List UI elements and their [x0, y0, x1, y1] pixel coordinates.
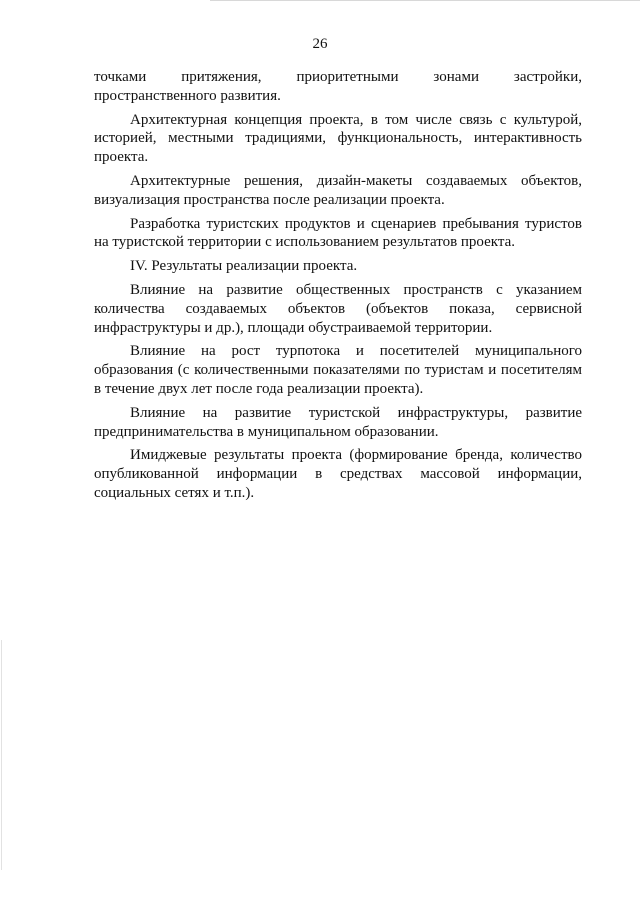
paragraph-infrastructure-impact: Влияние на развитие туристской инфраструктуры, развитие предпринимательства в муниципальном образовании.	[94, 404, 582, 440]
document-body	[94, 68, 582, 503]
paragraph-continuation: точками притяжения, приоритетными зонами застройки, пространственного развития.	[94, 69, 582, 104]
paragraph-tourist-products: Разработка туристских продуктов и сценариев пребывания туристов на туристской территории с использованием результатов проекта.	[94, 215, 582, 251]
section-heading-results: IV. Результаты реализации проекта.	[130, 258, 358, 275]
paragraph-architectural-solutions: Архитектурные решения, дизайн-макеты создаваемых объектов, визуализация пространства после реализации проекта.	[94, 172, 582, 208]
page-number: 26	[312, 36, 328, 52]
paragraph-public-spaces-impact: Влияние на развитие общественных пространств с указанием количества создаваемых объектов (объектов показа, сервисной инфраструктуры и др.), площади обустраиваемой территории.	[94, 281, 582, 336]
scan-edge-line-left	[1, 640, 2, 870]
paragraph-tourist-flow-impact: Влияние на рост турпотока и посетителей муниципального образования (с количественными показателями по туристам и посетителям в течение двух лет после года реализации проекта).	[94, 343, 582, 397]
paragraph-architectural-concept: Архитектурная концепция проекта, в том числе связь с культурой, историей, местными традициями, функциональность, интерактивность проекта.	[94, 111, 582, 166]
scan-edge-line-top	[210, 0, 640, 1]
paragraph-image-results: Имиджевые результаты проекта (формирование бренда, количество опубликованной информации в средствах массовой информации, социальных сетях и т.п.).	[94, 447, 582, 501]
